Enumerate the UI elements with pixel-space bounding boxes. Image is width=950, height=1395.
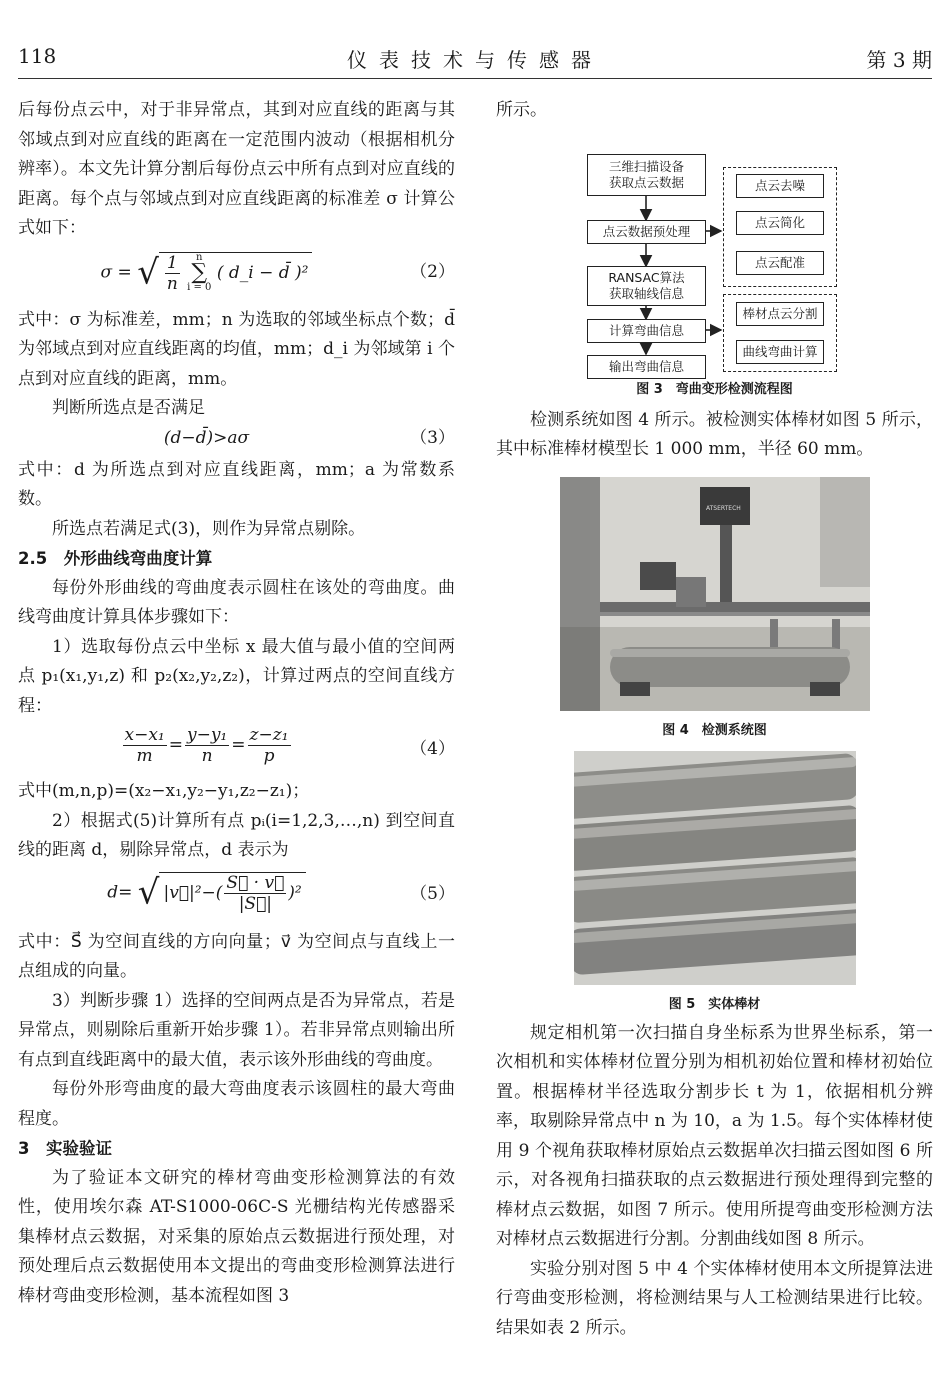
sqrt-sign: √ — [137, 251, 159, 292]
equation-body: d= √ |v⃗|²−( $\frac{S⃗ \cdot v⃗}{|S⃗|}$ )² — [18, 872, 395, 914]
detection-system-illustration — [560, 477, 870, 711]
sqrt-sign: √ — [137, 871, 160, 912]
paragraph: 式中：S⃗ 为空间直线的方向向量；v⃗ 为空间点与直线上一点组成的向量。 — [18, 931, 455, 981]
paragraph: 2）根据式(5)计算所有点 pᵢ(i=1,2,3,…,n) 到空间直线的距离 d，剔除异常点，d 表示为 — [18, 810, 455, 860]
paragraph: 式中(m,n,p)=(x₂−x₁,y₂−y₁,z₂−z₁)； — [18, 781, 310, 801]
equation-2 — [18, 244, 455, 306]
bars-illustration — [574, 751, 856, 985]
equation-number: （5） — [410, 883, 455, 904]
flow-step-scan: 三维扫描设备 获取点云数据 — [587, 154, 706, 196]
paragraph: 后每份点云中，对于非异常点，其到对应直线的距离与其邻域点到对应直线的距离在一定范围内波动（根据相机分辨率）。本文先计算分割后每份点云中所有点到对应直线的距离。每个点与邻域点到对应直线距离的标准差 σ 计算公式如下： — [18, 100, 455, 238]
paragraph: 式中：d 为所选点到对应直线距离，mm；a 为常数系数。 — [18, 459, 455, 509]
paragraph: 为了验证本文研究的棒材弯曲变形检测算法的有效性，使用埃尔森 AT-S1000-06C-S 光栅结构光传感器采集棒材点云数据，对采集的原始点云数据进行预处理，对预处理后点云数据使用本文提出的弯曲变形检测算法进行棒材弯曲变形检测，基本流程如图 3 — [18, 1167, 455, 1306]
equation-body: σ = √ $\frac{1}{n}$ n ∑ i = 0 ( d_i − d̄ )² — [18, 252, 395, 294]
page-header — [18, 44, 932, 84]
paragraph: 实验分别对图 5 中 4 个实体棒材使用本文所提算法进行弯曲变形检测，将检测结果与人工检测结果进行比较。结果如表 2 所示。 — [496, 1258, 933, 1338]
left-column — [18, 96, 455, 1311]
paragraph: 式中：σ 为标准差，mm；n 为选取的邻域坐标点个数；d̄ 为邻域点到对应直线距离的均值，mm；d_i 为邻域第 i 个点到对应直线的距离，mm。 — [18, 309, 455, 389]
paragraph: 所示。 — [496, 100, 547, 120]
flow-substep-denoise: 点云去噪 — [736, 174, 824, 198]
paragraph: 每份外形曲线的弯曲度表示圆柱在该处的弯曲度。曲线弯曲度计算具体步骤如下： — [18, 577, 455, 627]
flow-step-bend-calc: 计算弯曲信息 — [587, 319, 706, 343]
equation-body: (d−d̄)>aσ — [163, 427, 250, 448]
flow-step-ransac: RANSAC算法 获取轴线信息 — [587, 266, 706, 306]
issue-label: 第 3 期 — [866, 48, 932, 72]
equation-number: （2） — [410, 261, 455, 282]
flow-substep-register: 点云配准 — [736, 251, 824, 275]
equation-number: （3） — [410, 427, 455, 448]
right-column — [496, 96, 933, 1343]
equation-body: $\frac{\text{x−x₁}}{m}$ = $\frac{\text{y−y₁}}{n}$ = $\frac{\text{z−z₁}}{p}$ — [124, 725, 289, 766]
flowchart — [496, 134, 933, 374]
figure-3-caption: 图 3 弯曲变形检测流程图 — [636, 381, 793, 397]
figure-4-photo — [560, 477, 870, 711]
flow-step-preprocess: 点云数据预处理 — [587, 220, 706, 244]
flowchart-connectors — [496, 134, 933, 364]
flow-substep-curve-calc: 曲线弯曲计算 — [736, 340, 824, 364]
equation-term: ( d_i − d̄ )² — [216, 262, 309, 283]
sum-sign: ∑ — [191, 260, 208, 285]
page-number: 118 — [18, 44, 57, 68]
paragraph: 每份外形弯曲度的最大弯曲度表示该圆柱的最大弯曲程度。 — [18, 1079, 455, 1129]
header-rule — [18, 78, 932, 79]
scanner-brand: ATSERTECH — [705, 504, 741, 512]
flow-substep-simplify: 点云简化 — [736, 211, 824, 235]
paragraph: 1）选取每份点云中坐标 x 最大值与最小值的空间两点 p₁(x₁,y₁,z) 和 p₂(x₂,y₂,z₂)，计算过两点的空间直线方程： — [18, 636, 455, 716]
section-heading: 2.5 外形曲线弯曲度计算 — [18, 549, 213, 568]
paragraph: 所选点若满足式(3)，则作为异常点剔除。 — [52, 518, 366, 539]
equation-4 — [18, 721, 455, 777]
flow-substep-segment: 棒材点云分割 — [736, 302, 824, 326]
flow-step-output: 输出弯曲信息 — [587, 355, 706, 379]
equation-lhs: σ = — [100, 262, 132, 282]
paragraph: 规定相机第一次扫描自身坐标系为世界坐标系，第一次相机和实体棒材位置分别为相机初始位置和棒材初始位置。根据棒材半径选取分割步长 t 为 1，依据相机分辨率，取剔除异常点中 n 为 10，a 为 1.5。每个实体棒材使用 9 个视角获取棒材原始点云数据单次扫描云图如图 6 所示，对各视角扫描获取的点云数据进行预处理得到完整的棒材点云数据，如图 7 所示。使用所提弯曲变形检测方法对棒材点云数据进行分割。分割曲线如图 8 所示。 — [496, 1022, 933, 1249]
paragraph: 判断所选点是否满足 — [52, 398, 205, 418]
journal-title: 仪表技术与传感器 — [347, 48, 603, 72]
equation-5 — [18, 866, 455, 928]
equation-number: （4） — [410, 739, 455, 759]
equation-3 — [18, 424, 455, 456]
figure-5-photo — [574, 751, 856, 985]
paragraph: 检测系统如图 4 所示。被检测实体棒材如图 5 所示，其中标准棒材模型长 1 000 mm，半径 60 mm。 — [496, 409, 933, 459]
section-heading: 3 实验验证 — [18, 1139, 112, 1158]
figure-5-caption: 图 5 实体棒材 — [668, 996, 761, 1012]
figure-4-caption: 图 4 检测系统图 — [662, 722, 767, 738]
fraction: $\frac{1}{n}$ — [166, 252, 178, 294]
paragraph: 3）判断步骤 1）选择的空间两点是否为异常点，若是异常点，则剔除后重新开始步骤 1）。若非异常点则输出所有点到直线距离中的最大值，表示该外形曲线的弯曲度。 — [18, 990, 455, 1070]
